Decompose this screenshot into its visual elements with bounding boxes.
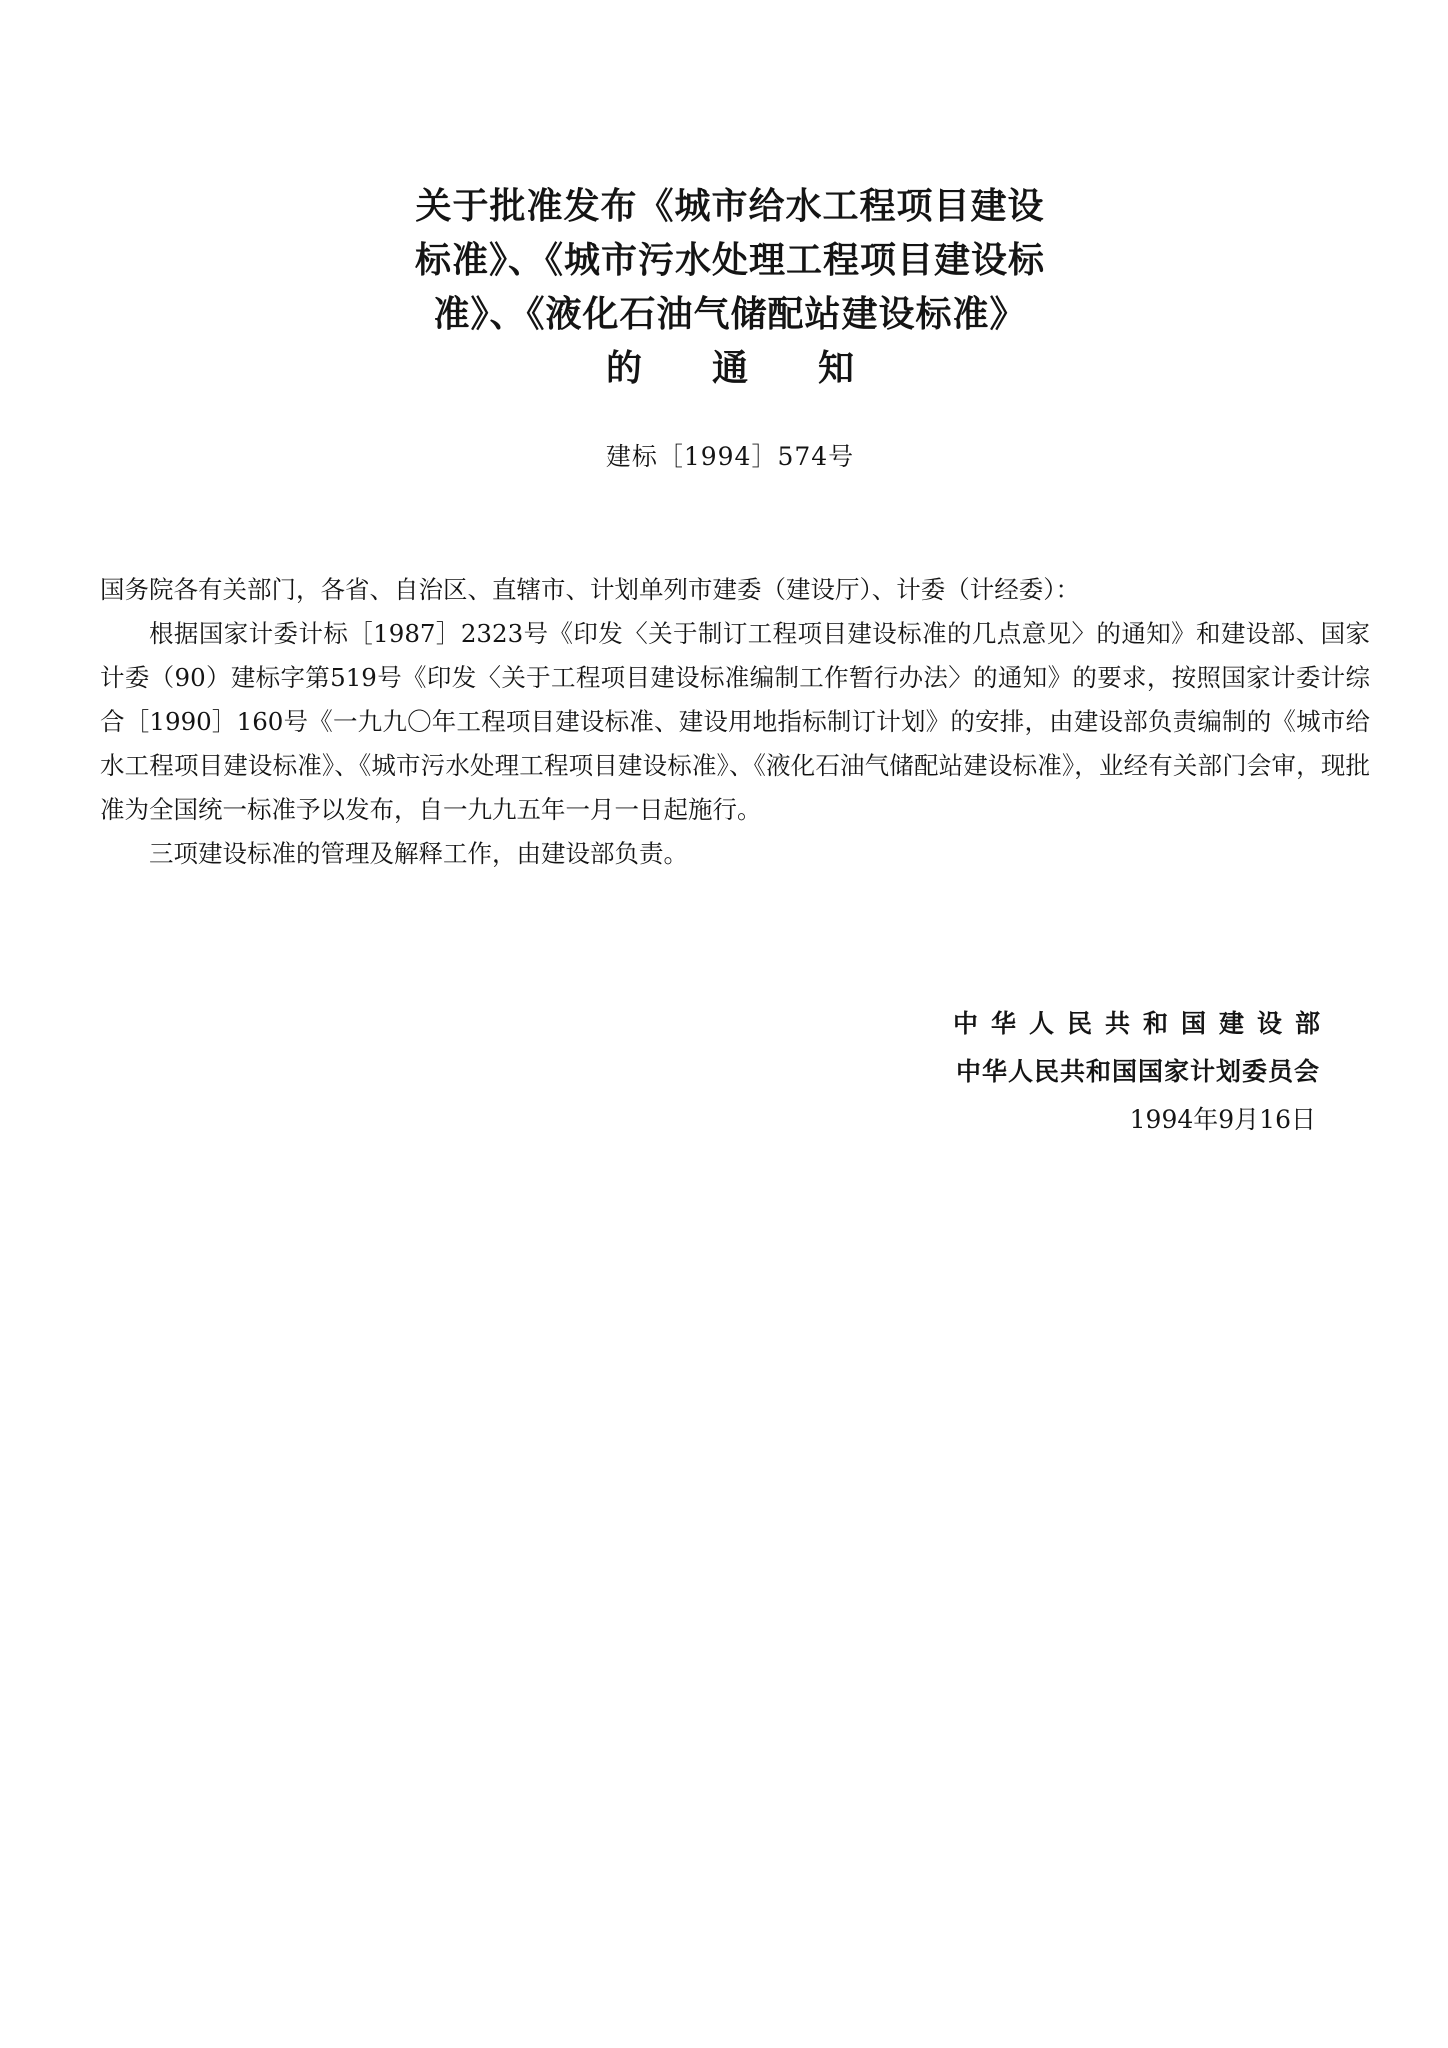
- document-body: [100, 568, 1370, 876]
- signature-planning-commission: 中华人民共和国国家计划委员会: [955, 1057, 1320, 1086]
- document-title: [300, 180, 1160, 396]
- body-paragraph-1: 根据国家计委计标［1987］2323号《印发〈关于制订工程项目建设标准的几点意见〉的通知》和建设部、国家计委（90）建标字第519号《印发〈关于工程项目建设标准编制工作暂行办法〉的通知》的要求，按照国家计委计综合［1990］160号《一九九〇年工程项目建设标准、建设用地指标制订计划》的安排，由建设部负责编制的《城市给水工程项目建设标准》、《城市污水处理工程项目建设标准》、《液化石油气储配站建设标准》，业经有关部门会审，现批准为全国统一标准予以发布，自一九九五年一月一日起施行。: [100, 619, 1370, 824]
- title-line-2: 标准》、《城市污水处理工程项目建设标: [414, 240, 1045, 281]
- signature-date: 1994年9月16日: [1129, 1105, 1316, 1134]
- signature-ministry-construction: 中华人民共和国建设部: [952, 1009, 1333, 1038]
- addressee: 国务院各有关部门，各省、自治区、直辖市、计划单列市建委（建设厅）、计委（计经委）：: [100, 575, 1080, 604]
- signature-block: [760, 1000, 1333, 1144]
- body-paragraph-2: 三项建设标准的管理及解释工作，由建设部负责。: [149, 839, 688, 868]
- title-line-3: 准》、《液化石油气储配站建设标准》: [433, 294, 1027, 335]
- title-line-1: 关于批准发布《城市给水工程项目建设: [415, 186, 1045, 227]
- document-number: 建标［1994］574号: [605, 442, 855, 471]
- title-line-4: 的通知: [605, 348, 924, 389]
